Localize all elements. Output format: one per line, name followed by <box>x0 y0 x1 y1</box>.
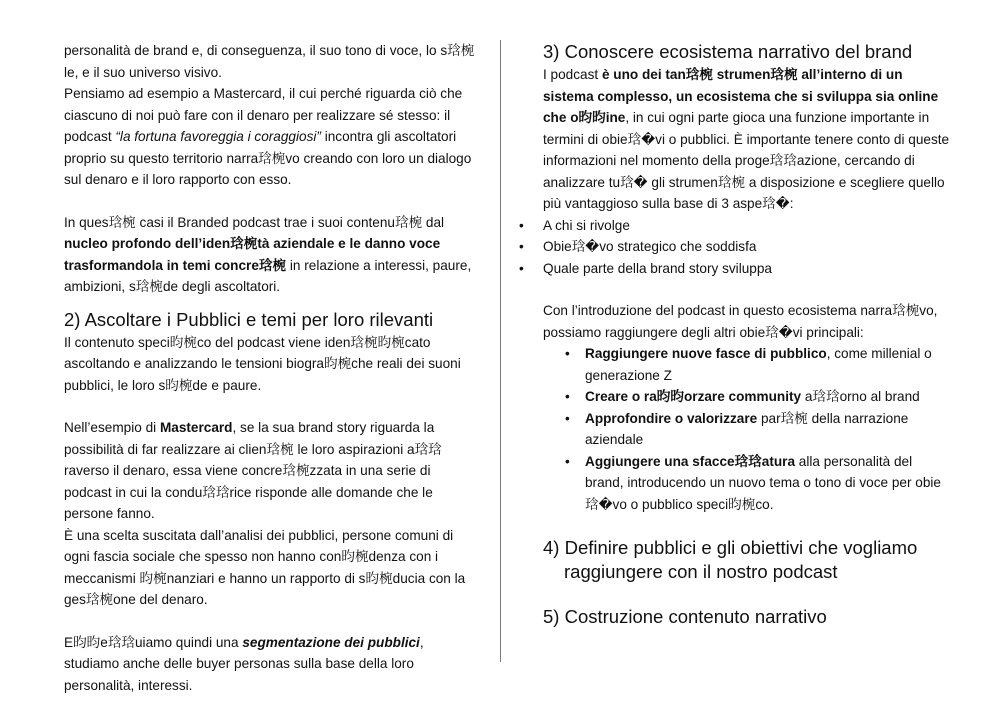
s3-p1-bold: è uno dei tan琀椀 strumen琀椀 all’interno di un sistema complesso, un ecosistema che si sviluppa sia online che o昀昀ine <box>543 67 939 125</box>
section-3-paragraph-2: Con l’introduzione del podcast in questo ecosistema narra琀椀vo, possiamo raggiungere degli altri obie琀�vi principali: <box>543 303 938 340</box>
objective-bold: Raggiungere nuove fasce di pubblico <box>585 346 827 361</box>
paragraph-intro <box>64 40 476 191</box>
objective-bold: Approfondire o valorizzare <box>585 410 758 426</box>
s2-p2-a: Nell’esempio di <box>64 420 160 435</box>
intro-end: incontra gli ascoltatori proprio su questo territorio narra琀椀vo creando con loro un dialogo sul denaro e il loro rapporto con esso. <box>64 129 472 187</box>
intro-line-1: personalità de brand e, di conseguenza, il suo tono di voce, lo s琀椀le, e il suo universo visivo. <box>64 43 475 80</box>
paragraph-branded-podcast <box>64 212 476 298</box>
s2-p4-a: E昀昀e琀琀uiamo quindi una <box>64 634 243 650</box>
podcast-title: “la fortuna favoreggia i coraggiosi” <box>115 129 321 144</box>
section-3-paragraph-1 <box>543 64 953 215</box>
list-item: • A chi si rivolge <box>543 215 953 237</box>
aspects-list <box>543 215 953 280</box>
brand-mastercard: Mastercard <box>159 420 233 435</box>
objective-text: a琀琀orno al brand <box>801 389 920 404</box>
list-item <box>585 408 953 451</box>
segmentation-term: segmentazione dei pubblici <box>242 634 420 650</box>
s2-p4-b: , studiamo anche delle buyer personas sulla base della loro personalità, interessi. <box>64 634 424 693</box>
intro-line-2: Pensiamo ad esempio a Mastercard, il cui perché riguarda ciò che ciascuno di noi può fare con il denaro per realizzare sé stesso: il podcast <box>64 86 463 144</box>
left-column <box>64 40 476 696</box>
objective-text: par琀椀 della narrazione aziendale <box>585 410 909 447</box>
section-heading-4: 4) Definire pubblici e gli obiettivi che vogliamo raggiungere con il nostro podcast <box>543 537 918 582</box>
section-2-paragraph-1: Il contenuto speci昀椀co del podcast viene iden琀椀昀椀cato ascoltando e analizzando le tensioni biogra昀椀che reali dei suoni pubblici, le loro s昀椀de e paure. <box>64 334 461 393</box>
section-2-paragraph-3: È una scelta suscitata dall’analisi dei pubblici, persone comuni di ogni fascia sociale che spesso non hanno con昀椀denza con i meccanismi 昀椀nanziari e hanno un rapporto di s昀椀ducia con la ges琀椀one del denaro. <box>64 527 466 607</box>
section-2-paragraph-2 <box>64 417 476 525</box>
column-divider <box>500 40 501 662</box>
s2-p2-b: , se la sua brand story riguarda la possibilità di far realizzare ai clien琀椀 le loro aspirazioni a琀琀raverso il denaro, essa viene concre琀椀zzata in una serie di podcast in cui la condu琀琀rice risponde alle domande che le persone fanno. <box>64 420 442 521</box>
objective-bold: Aggiungere una sfacce琀琀atura <box>585 453 795 469</box>
objective-text: , come millenial o generazione Z <box>585 346 932 383</box>
section-2-paragraph-4 <box>64 632 476 697</box>
p2-bold: nucleo profondo dell’iden琀椀tà aziendale e le danno voce trasformandola in temi concre琀椀 <box>64 236 441 273</box>
objective-bold: Creare o ra昀昀orzare community <box>585 389 802 404</box>
p2-end: in relazione a interessi, paure, ambizioni, s琀椀de degli ascoltatori. <box>64 257 472 294</box>
s3-p1-b: , in cui ogni parte gioca una funzione importante in termini di obie琀�vi o pubblici. È importante tenere conto di queste informazioni nel momento della proge琀琀azione, cercando di analizzare tu琀� gli strumen琀椀 a disposizione e scegliere quello più vantaggioso sulla base di 3 aspe琀�: <box>543 110 950 211</box>
p2-start: In ques琀椀 casi il Branded podcast trae i suoi contenu琀椀 dal <box>64 214 445 230</box>
section-heading-5: 5) Costruzione contenuto narrativo <box>543 606 827 627</box>
s3-p1-a: I podcast <box>543 67 602 82</box>
section-heading-3: 3) Conoscere ecosistema narrativo del brand <box>543 41 913 62</box>
list-item <box>585 451 953 516</box>
objectives-list <box>543 343 953 515</box>
objective-text: alla personalità del brand, introducendo un nuovo tema o tono di voce per obie琀�vo o pubblico speci昀椀co. <box>585 453 941 512</box>
list-item: • Obie琀�vo strategico che soddisfa <box>543 236 953 258</box>
section-heading-2: 2) Ascoltare i Pubblici e temi per loro rilevanti <box>64 308 434 330</box>
list-item <box>585 386 953 408</box>
list-item: • Quale parte della brand story sviluppa <box>543 258 953 280</box>
list-item <box>585 343 953 386</box>
right-column <box>543 40 953 629</box>
